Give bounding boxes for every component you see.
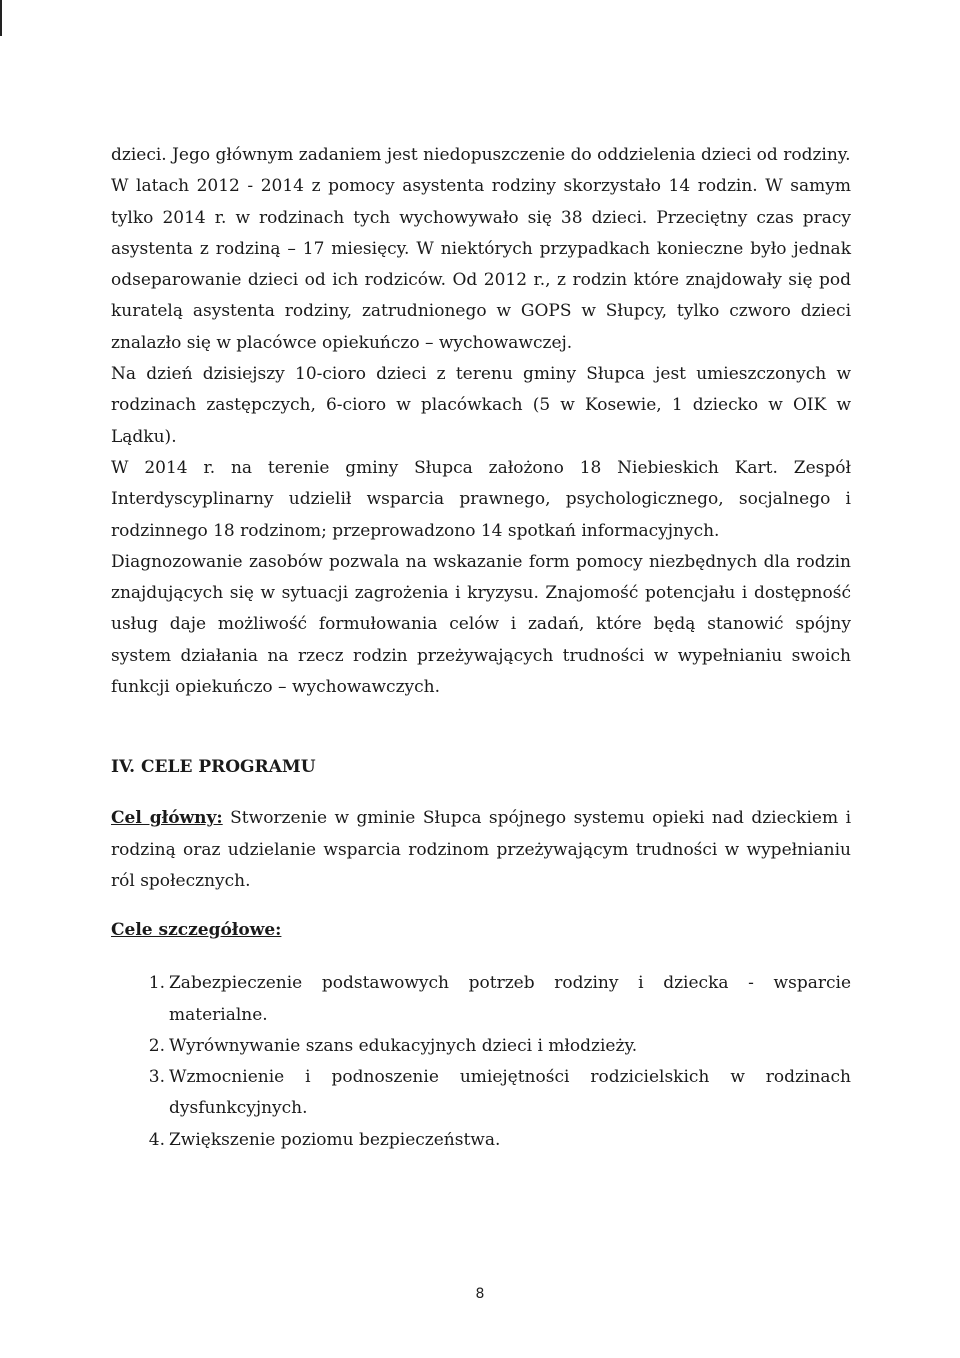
paragraph-resources-diagnosis: Diagnozowanie zasobów pozwala na wskazanie form pomocy niezbędnych dla rodzin znajdujących się w sytuacji zagrożenia i kryzysu. Znajomość potencjału i dostępność usług daje możliwość formułowania celów i zadań, które będą stanowić spójny system działania na rzecz rodzin przeżywających trudności w wypełnianiu swoich funkcji opiekuńczo – wychowawczych.	[111, 551, 851, 698]
main-goal-text: Stworzenie w gminie Słupca spójnego systemu opieki nad dzieckiem i rodziną oraz udzielanie wsparcia rodzinom przeżywającym trudności w wypełnianiu ról społecznych.	[111, 808, 852, 891]
list-item-number: 4.	[148, 1129, 165, 1150]
list-item	[111, 1031, 851, 1062]
list-item-text: Wyrównywanie szans edukacyjnych dzieci i młodzieży.	[169, 1035, 638, 1056]
paragraph-family-assistant: W latach 2012 - 2014 z pomocy asystenta rodziny skorzystało 14 rodzin. W samym tylko 2014 r. w rodzinach tych wychowywało się 38 dzieci. Przeciętny czas pracy asystenta z rodziną – 17 miesięcy. W niektórych przypadkach konieczne było jednak odseparowanie dzieci od ich rodziców. Od 2012 r., z rodzin które znajdowały się pod kuratelą asystenta rodziny, zatrudnionego w GOPS w Słupcy, tylko czworo dzieci znalazło się w placówce opiekuńczo – wychowawczej.	[111, 176, 851, 353]
page-content	[111, 140, 851, 1156]
list-item-number: 1.	[148, 973, 165, 994]
list-item	[111, 1125, 851, 1156]
paragraph-blue-cards: W 2014 r. na terenie gminy Słupca założono 18 Niebieskich Kart. Zespół Interdyscyplinarny udzielił wsparcia prawnego, psychologicznego, socjalnego i rodzinnego 18 rodzinom; przeprowadzono 14 spotkań informacyjnych.	[111, 457, 851, 541]
main-goal-label: Cel główny:	[111, 808, 223, 829]
specific-goals-heading: Cele szczegółowe:	[111, 920, 282, 941]
list-item-number: 3.	[148, 1067, 165, 1088]
list-item	[111, 1062, 851, 1125]
list-item-number: 2.	[148, 1035, 165, 1056]
main-goal	[111, 803, 851, 897]
page-number: 8	[475, 1286, 485, 1302]
section-heading: IV. CELE PROGRAMU	[111, 757, 316, 778]
paragraph-intro: dzieci. Jego głównym zadaniem jest niedopuszczenie do oddzielenia dzieci od rodziny.	[111, 145, 851, 165]
scan-edge-mark	[0, 0, 2, 36]
list-item-text: Zwiększenie poziomu bezpieczeństwa.	[169, 1129, 501, 1150]
specific-goals-list	[111, 968, 851, 1156]
list-item	[111, 968, 851, 1031]
list-item-text: Zabezpieczenie podstawowych potrzeb rodziny i dziecka - wsparcie materialne.	[169, 973, 851, 1025]
paragraph-foster-care: Na dzień dzisiejszy 10-cioro dzieci z terenu gminy Słupca jest umieszczonych w rodzinach zastępczych, 6-cioro w placówkach (5 w Kosewie, 1 dziecko w OIK w Lądku).	[111, 364, 851, 447]
list-item-text: Wzmocnienie i podnoszenie umiejętności rodzicielskich w rodzinach dysfunkcyjnych.	[169, 1067, 851, 1119]
